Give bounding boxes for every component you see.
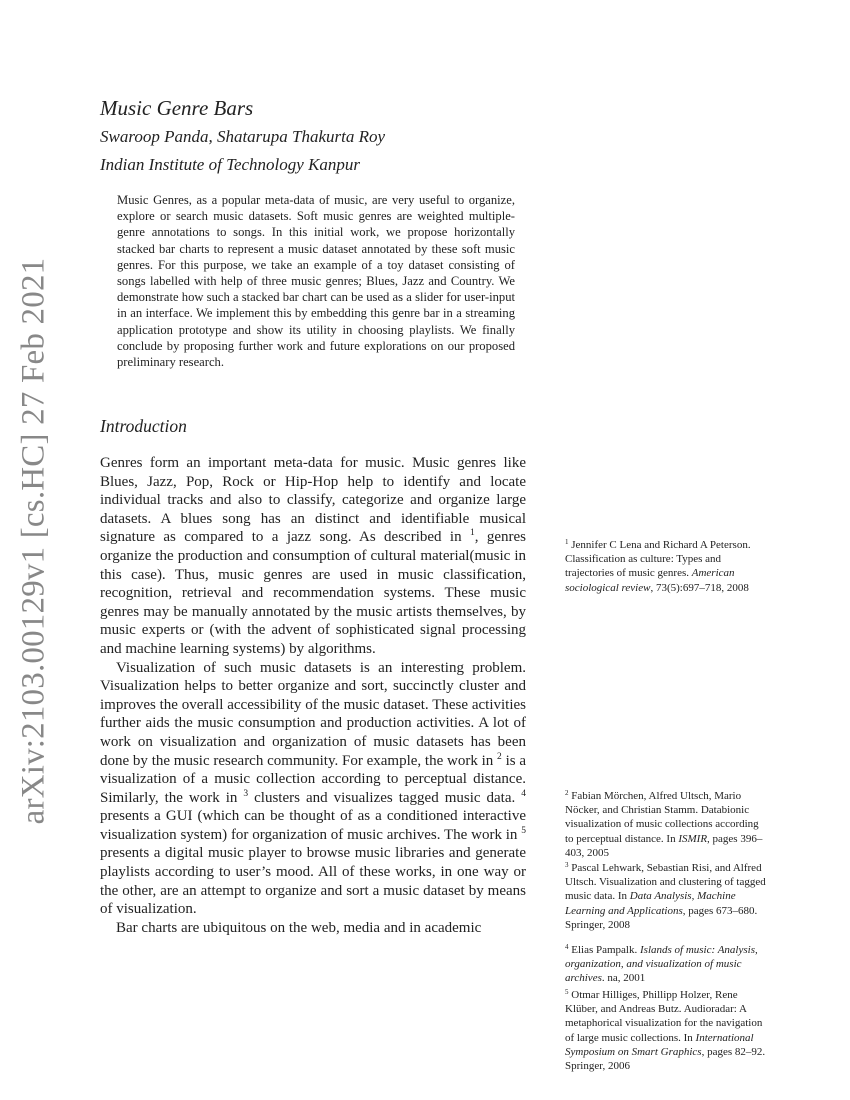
text-run: presents a GUI (which can be thought of as a conditioned interactive visualization system) for organization of music archives. The work in	[100, 808, 526, 843]
text-run: Visualization of such music datasets is an interesting problem. Visualization helps to better organize and sort, succinctly cluster and improves the overall accessibility of the music dataset. These activities further aids the music consumption and production activities. A lot of work on visualization and organization of music datasets has been done by the music research community. For example, the work in	[100, 659, 526, 769]
title-block	[100, 94, 385, 177]
abstract: Music Genres, as a popular meta-data of music, are very useful to organize, explore or search music datasets. Soft music genres are weighted multiple-genre annotations to songs. In this initial work, we propose horizontally stacked bar charts to represent a music dataset annotated by these soft music genres. For this purpose, we take an example of a toy dataset consisting of songs labelled with help of three music genres; Blues, Jazz and Country. We demonstrate how such a stacked bar chart can be used as a slider for user-input in an interface. We implement this by embedding this genre bar in a streaming application prototype and show its utility in choosing playlists. We finally conclude by proposing further work and future explorations on our proposed preliminary research.	[117, 193, 515, 370]
paragraph-3: Bar charts are ubiquitous on the web, media and in academic	[116, 919, 482, 936]
sidenote-venue: ISMIR	[678, 832, 708, 845]
footnote-ref-2[interactable]: 2	[497, 751, 502, 762]
sidenote-tail: , pages 82–92. Springer, 2006	[565, 1045, 766, 1073]
sidenote-tail: , pages 673–680. Springer, 2008	[565, 904, 758, 931]
sidenote-text: Fabian Mörchen, Alfred Ultsch, Mario Nöcker, and Christian Stamm. Databionic visualization of music collections according to perceptual distance. In	[565, 790, 759, 845]
paper-title: Music Genre Bars	[100, 96, 254, 120]
sidenote-text: Pascal Lehwark, Sebastian Risi, and Alfred Ultsch. Visualization and clustering of tagged music data. In	[565, 862, 766, 903]
footnote-ref-1[interactable]: 1	[469, 528, 475, 539]
sidenote-tail: , 73(5):697–718, 2008	[650, 581, 749, 594]
sidenote-number: 1	[565, 538, 569, 546]
paper-affiliation: Indian Institute of Technology Kanpur	[100, 155, 361, 174]
text-run: presents a digital music player to browse music libraries and generate playlists according to user’s mood. All of these works, in one way or the other, are an attempt to organize and sort a music dataset by means of visualization.	[100, 845, 526, 918]
sidenote-venue: International Symposium on Smart Graphics	[565, 1031, 754, 1058]
sidenote-5	[565, 985, 769, 1073]
paragraph-2	[100, 659, 526, 919]
text-run: Genres form an important meta-data for music. Music genres like Blues, Jazz, Pop, Rock or Hip-Hop help to identify and locate individual tracks and also to classify, categorize and organize large datasets. A blues song has an distinct and identifiable musical signature as compared to a jazz song. As described in	[100, 455, 526, 546]
sidenote-tail: , pages 396–403, 2005	[565, 832, 763, 859]
text-run: is a visualization of a music collection according to perceptual distance. Similarly, the work in	[100, 752, 526, 806]
sidenote-number: 4	[565, 943, 569, 951]
sidenote-text: Otmar Hilliges, Phillipp Holzer, Rene Klüber, and Andreas Butz. Audioradar: A metaphorical visualization for the navigation of large music collections. In	[565, 989, 763, 1044]
sidenote-venue: Islands of music: Analysis, organization, and visualization of music archives	[565, 944, 758, 985]
sidenote-4	[565, 940, 769, 986]
sidenote-venue: American sociological review	[565, 567, 735, 594]
introduction-body	[100, 454, 526, 937]
sidenote-text: Elias Pampalk.	[571, 944, 640, 956]
footnote-ref-4[interactable]: 4	[521, 788, 526, 799]
sidenote-1	[565, 535, 769, 595]
sidenote-text: Jennifer C Lena and Richard A Peterson. Classification as culture: Types and trajectories of music genres.	[565, 539, 751, 580]
section-heading-introduction: Introduction	[100, 416, 187, 436]
footnote-ref-3[interactable]: 3	[243, 788, 249, 799]
sidenote-number: 5	[565, 988, 569, 996]
sidenote-2	[565, 786, 769, 860]
text-run: , genres organize the production and consumption of cultural material(music in this case). Thus, music genres are used in music classification, recognition, retrieval and recommendation systems. These music genres may be manually annotated by the music artists themselves, by music experts or (with the advent of sophisticated signal processing and machine learning systems) by algorithms.	[100, 529, 526, 657]
footnote-ref-5[interactable]: 5	[521, 825, 526, 836]
sidenote-number: 3	[565, 861, 569, 869]
sidenote-3	[565, 858, 769, 932]
paragraph-1	[100, 454, 526, 659]
arxiv-identifier-stamp: arXiv:2103.00129v1 [cs.HC] 27 Feb 2021	[15, 257, 52, 825]
sidenote-number: 2	[565, 789, 569, 797]
sidenote-venue: Data Analysis, Machine Learning and Applications	[565, 890, 736, 917]
sidenote-tail: . na, 2001	[601, 972, 646, 985]
paper-authors: Swaroop Panda, Shatarupa Thakurta Roy	[100, 127, 386, 146]
text-run: clusters and visualizes tagged music data.	[248, 789, 522, 806]
